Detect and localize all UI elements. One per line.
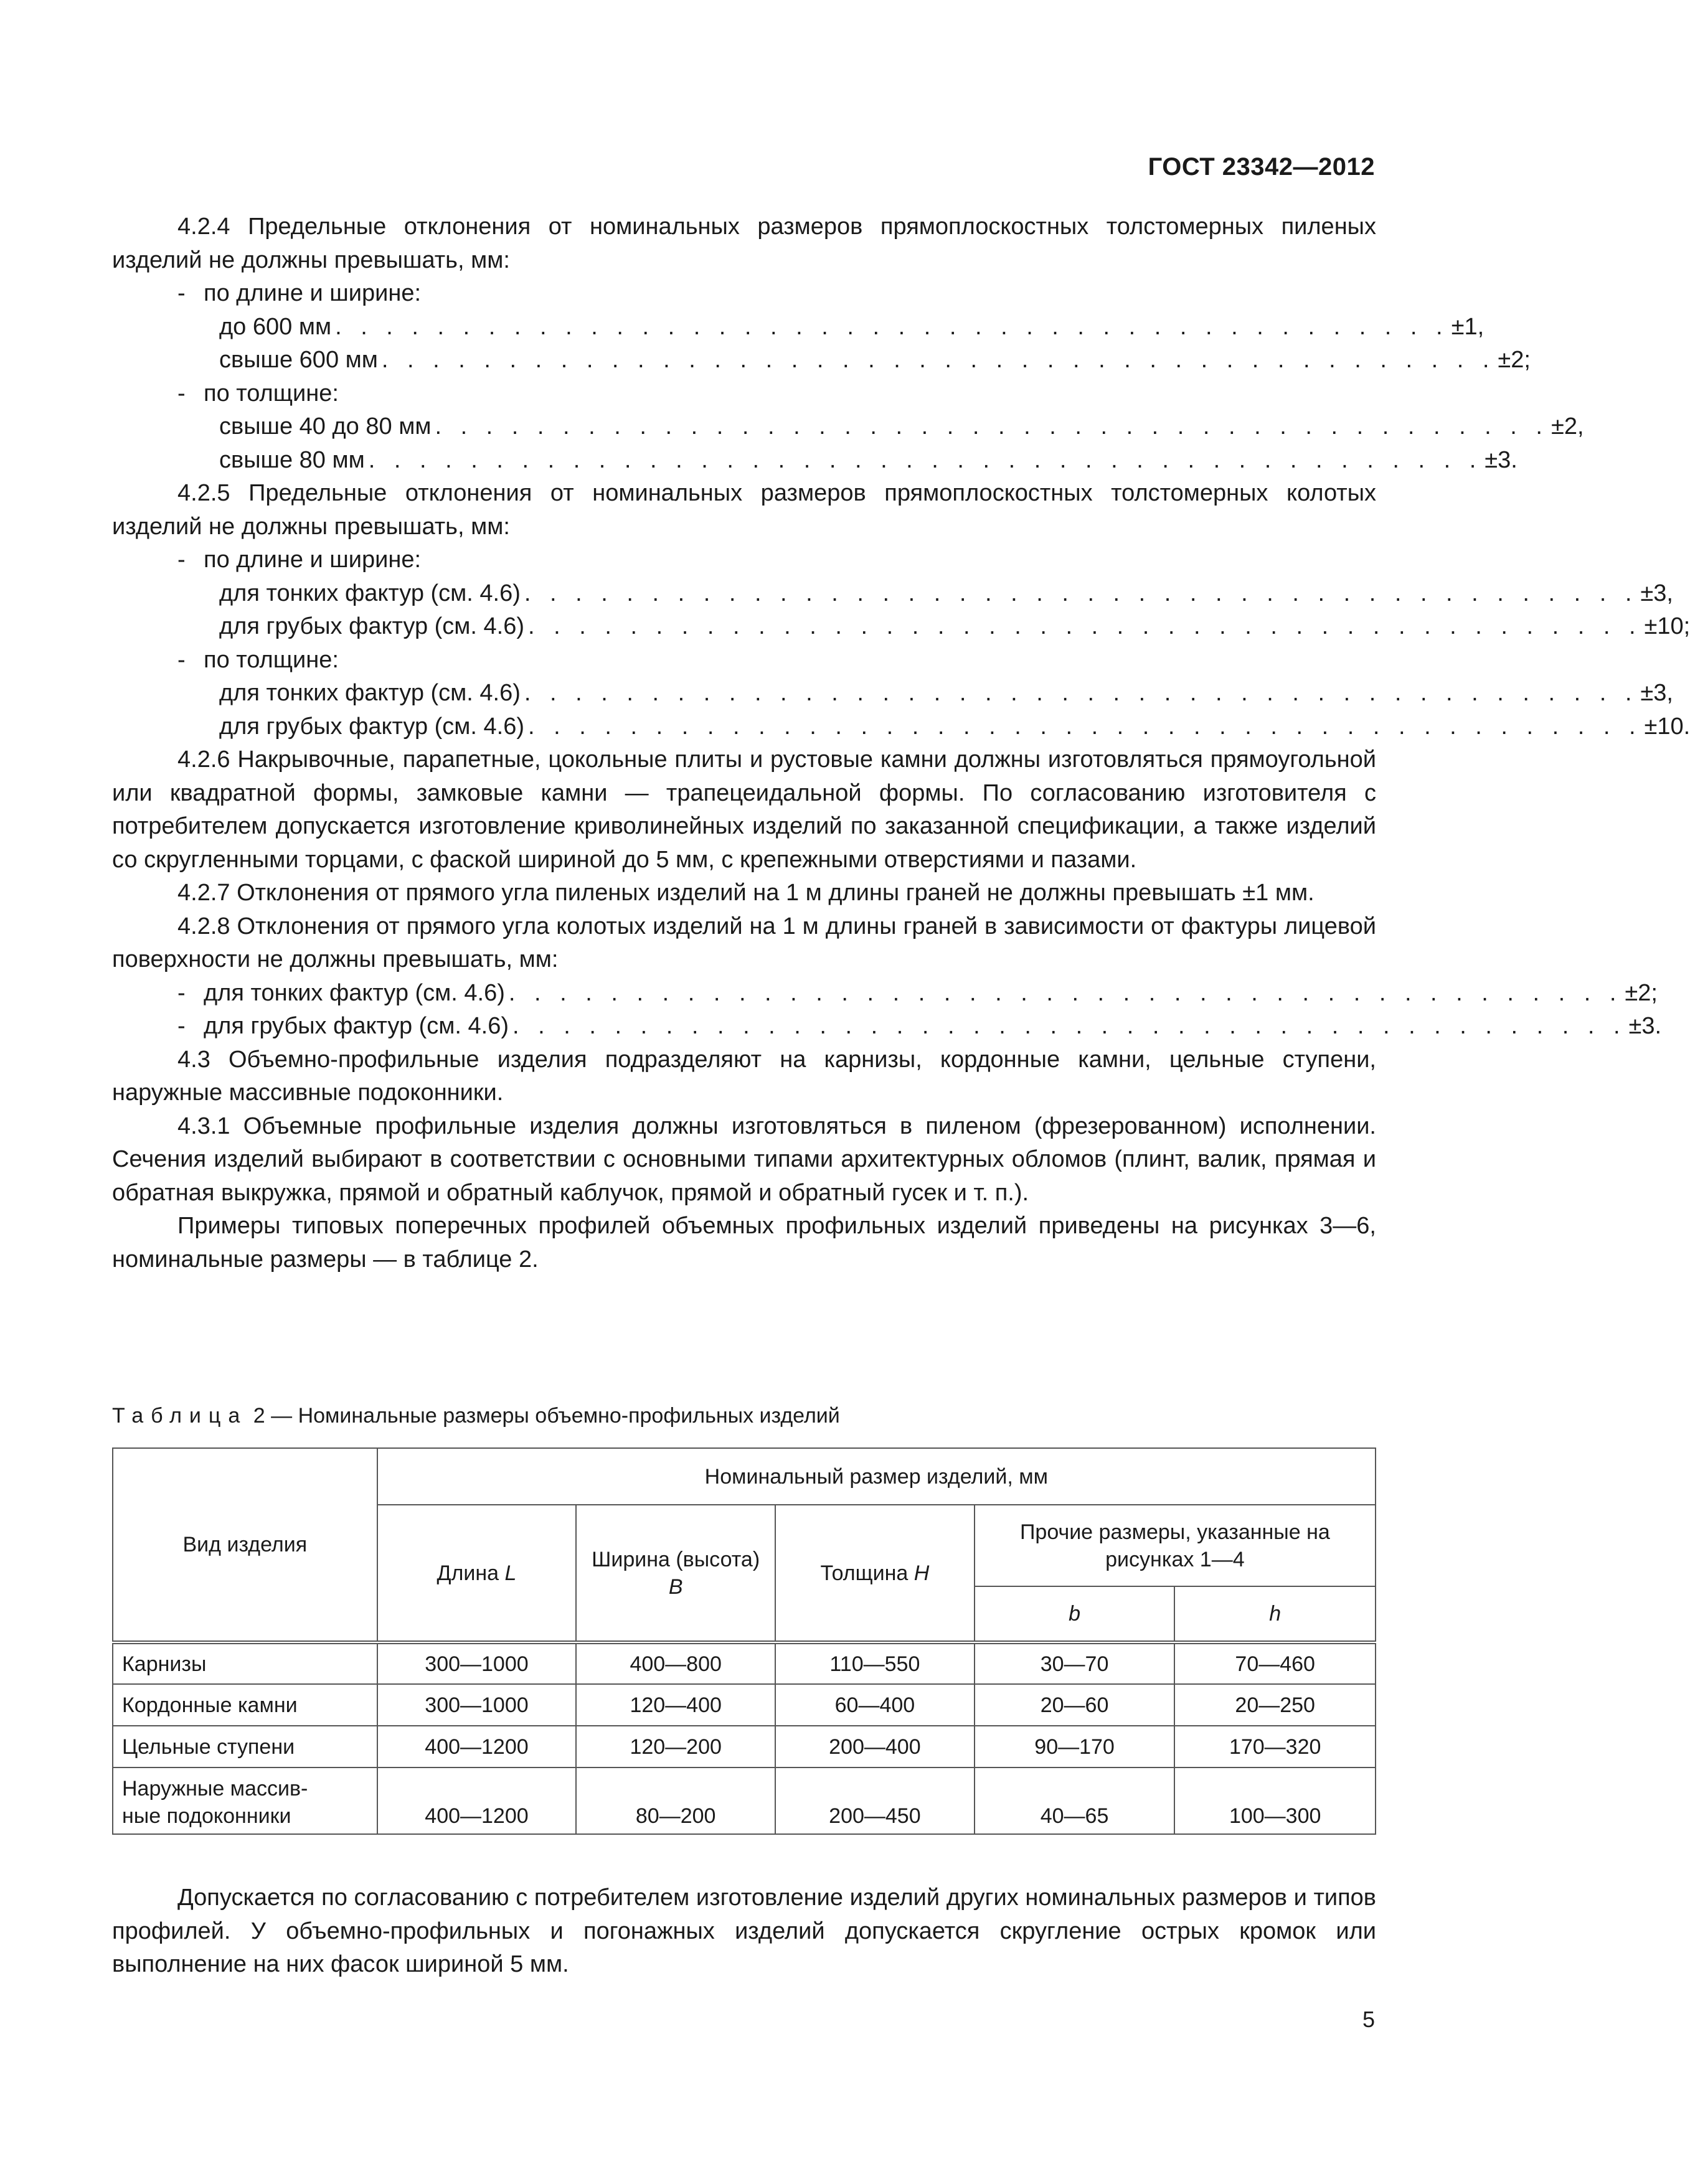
cell-b: 20—60	[975, 1684, 1175, 1726]
leader-line: для тонких фактур (см. 4.6) . . . . . . . . . . . . . . . . . . . . . . . . . . . . . . . . . . . . . . . . . . . . ±3,	[219, 680, 1673, 706]
leader-line: свыше 80 мм . . . . . . . . . . . . . . . . . . . . . . . . . . . . . . . . . . . . . . . . . . . . ±3.	[219, 446, 1518, 473]
bullet-length-width: - по длине и ширине:	[177, 547, 422, 573]
cell-b: 90—170	[975, 1726, 1175, 1767]
leader-line: для грубых фактур (см. 4.6) . . . . . . . . . . . . . . . . . . . . . . . . . . . . . . . . . . . . . . . . . . . . ±10;	[219, 613, 1690, 639]
cell-b: 40—65	[975, 1767, 1175, 1834]
bullet-leader-line: - для грубых фактур (см. 4.6) . . . . . . . . . . . . . . . . . . . . . . . . . . . . . . . . . . . . . . . . . . . . ±3.	[177, 1013, 1662, 1039]
cell-length: 400—1200	[377, 1767, 577, 1834]
bullet-leader-line: - для тонких фактур (см. 4.6) . . . . . . . . . . . . . . . . . . . . . . . . . . . . . . . . . . . . . . . . . . . . ±2;	[177, 979, 1658, 1006]
cell-b: 30—70	[975, 1642, 1175, 1684]
row-name: Кордонные камни	[113, 1684, 377, 1726]
paragraph-4-3: 4.3 Объемно-профильные изделия подразделяют на карнизы, кордонные камни, цельные ступени, наружные массивные подоконники.	[112, 1046, 1376, 1106]
paragraph-4-2-8: 4.2.8 Отклонения от прямого угла колотых изделий на 1 м длины граней в зависимости от фактуры лицевой поверхности не должны превышать, мм:	[112, 913, 1376, 972]
table-row	[113, 1642, 1376, 1684]
cell-thickness: 200—400	[775, 1726, 975, 1767]
paragraph-allowance: Допускается по согласованию с потребителем изготовление изделий других номинальных размеров и типов профилей. У объемно-профильных и погонажных изделий допускается скругление острых кромок или выполнение на них фасок шириной 5 мм.	[112, 1885, 1376, 1977]
row-name: Наружные массив- ные подоконники	[113, 1767, 377, 1834]
row-name: Цельные ступени	[113, 1726, 377, 1767]
cell-length: 300—1000	[377, 1642, 577, 1684]
bullet-thickness: - по толщине:	[177, 646, 339, 673]
table-row	[113, 1684, 1376, 1726]
cell-width: 120—400	[576, 1684, 775, 1726]
leader-line: свыше 40 до 80 мм . . . . . . . . . . . . . . . . . . . . . . . . . . . . . . . . . . . . . . . . . . . . ±2,	[219, 413, 1584, 440]
page-number: 5	[1362, 2007, 1375, 2032]
main-text	[112, 210, 1690, 1276]
cell-length: 300—1000	[377, 1684, 577, 1726]
cell-thickness: 60—400	[775, 1684, 975, 1726]
cell-length: 400—1200	[377, 1726, 577, 1767]
paragraph-4-2-6: 4.2.6 Накрывочные, парапетные, цокольные плиты и рустовые камни должны изготовляться прямоугольной или квадратной формы, замковые камни — трапецеидальной формы. По согласованию изготовителя с потребителем допускается изготовление криволинейных изделий по заказанной спецификации, а также изделий со скругленными торцами, с фаской шириной до 5 мм, с крепежными отверстиями и пазами.	[112, 746, 1376, 873]
cell-width: 80—200	[576, 1767, 775, 1834]
paragraph-4-2-7: 4.2.7 Отклонения от прямого угла пиленых изделий на 1 м длины граней не должны превышать ±1 мм.	[177, 880, 1315, 906]
col-header-group: Номинальный размер изделий, мм	[377, 1448, 1376, 1505]
paragraph-examples: Примеры типовых поперечных профилей объемных профильных изделий приведены на рисунках 3—6, номинальные размеры — в таблице 2.	[112, 1213, 1376, 1273]
cell-thickness: 110—550	[775, 1642, 975, 1684]
leader-line: свыше 600 мм . . . . . . . . . . . . . . . . . . . . . . . . . . . . . . . . . . . . . . . . . . . . ±2;	[219, 347, 1531, 373]
col-header-h: h	[1174, 1586, 1376, 1642]
cell-h: 70—460	[1174, 1642, 1376, 1684]
leader-line: для грубых фактур (см. 4.6) . . . . . . . . . . . . . . . . . . . . . . . . . . . . . . . . . . . . . . . . . . . . ±10.	[219, 713, 1690, 740]
cell-thickness: 200—450	[775, 1767, 975, 1834]
bullet-thickness: - по толщине:	[177, 380, 339, 407]
paragraph-4-2-4: 4.2.4 Предельные отклонения от номинальных размеров прямоплоскостных толстомерных пиленых изделий не должны превышать, мм:	[112, 214, 1376, 273]
cell-h: 20—250	[1174, 1684, 1376, 1726]
col-header-kind: Вид изделия	[113, 1448, 377, 1642]
table-row	[113, 1726, 1376, 1767]
col-header-length: Длина L	[377, 1505, 577, 1642]
col-header-other: Прочие размеры, указанные на рисунках 1—4	[975, 1505, 1376, 1586]
bullet-length-width: - по длине и ширине:	[177, 280, 422, 306]
paragraph-4-3-1: 4.3.1 Объемные профильные изделия должны изготовляться в пиленом (фрезерованном) исполнении. Сечения изделий выбирают в соответствии с основными типами архитектурных обломов (плинт, валик, прямая и обратная выкружка, прямой и обратный каблучок, прямой и обратный гусек и т. п.).	[112, 1113, 1376, 1206]
table-caption: Таблица 2 — Номинальные размеры объемно-профильных изделий	[112, 1404, 840, 1428]
table-header-row	[113, 1448, 1376, 1505]
cell-width: 400—800	[576, 1642, 775, 1684]
paragraph-4-2-5: 4.2.5 Предельные отклонения от номинальных размеров прямоплоскостных толстомерных колотых изделий не должны превышать, мм:	[112, 480, 1376, 540]
dimensions-table	[112, 1447, 1376, 1835]
leader-line: для тонких фактур (см. 4.6) . . . . . . . . . . . . . . . . . . . . . . . . . . . . . . . . . . . . . . . . . . . . ±3,	[219, 580, 1673, 606]
document-id: ГОСТ 23342—2012	[1148, 153, 1375, 181]
col-header-thickness: Толщина H	[775, 1505, 975, 1642]
col-header-width: Ширина (высота) B	[576, 1505, 775, 1642]
col-header-b: b	[975, 1586, 1175, 1642]
row-name: Карнизы	[113, 1642, 377, 1684]
after-table-text	[112, 1881, 1376, 1982]
cell-h: 100—300	[1174, 1767, 1376, 1834]
table-row	[113, 1767, 1376, 1834]
cell-width: 120—200	[576, 1726, 775, 1767]
leader-line: до 600 мм . . . . . . . . . . . . . . . . . . . . . . . . . . . . . . . . . . . . . . . . . . . . ±1,	[219, 313, 1485, 340]
cell-h: 170—320	[1174, 1726, 1376, 1767]
